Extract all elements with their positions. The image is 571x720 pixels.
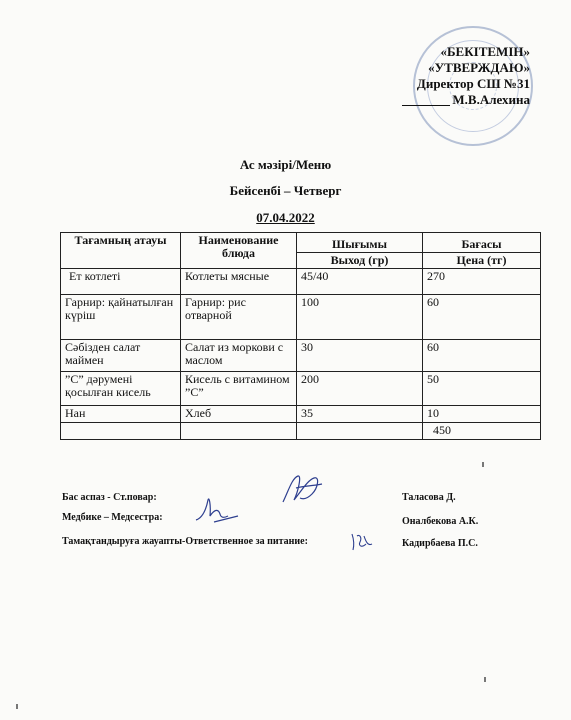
header-price-kz: Бағасы	[423, 233, 541, 253]
dish-output: 35	[297, 406, 423, 423]
scan-mark	[482, 462, 484, 467]
dish-kz: Сәбізден салат маймен	[61, 340, 181, 372]
dish-kz: Нан	[61, 406, 181, 423]
director-title: Директор СШ №31	[416, 76, 530, 91]
header-output-ru: Выход (гр)	[297, 253, 423, 269]
nurse-label: Медбике – Медсестра:	[62, 512, 163, 523]
scan-mark	[16, 704, 18, 709]
dish-price: 60	[423, 295, 541, 340]
total-price: 450	[423, 423, 541, 440]
approval-kz: «БЕКІТЕМІН»	[440, 44, 530, 59]
responsible-name: Кадирбаева П.С.	[402, 538, 478, 549]
total-row	[61, 423, 541, 440]
nurse-name: Оналбекова А.К.	[402, 516, 479, 527]
table-row	[61, 295, 541, 340]
dish-output: 200	[297, 372, 423, 406]
menu-heading: Ас мәзірі/Меню	[239, 157, 332, 172]
total-empty	[297, 423, 423, 440]
dish-price: 270	[423, 269, 541, 295]
director-name: М.В.Алехина	[452, 92, 530, 107]
table-row	[61, 269, 541, 295]
table-row	[61, 406, 541, 423]
header-price-ru: Цена (тг)	[423, 253, 541, 269]
approval-block	[360, 44, 530, 108]
scan-mark	[484, 677, 486, 682]
total-empty	[61, 423, 181, 440]
nurse-signature	[192, 492, 242, 528]
table-row	[61, 340, 541, 372]
header-output-kz: Шығымы	[297, 233, 423, 253]
dish-output: 30	[297, 340, 423, 372]
dish-price: 50	[423, 372, 541, 406]
approval-ru: «УТВЕРЖДАЮ»	[428, 60, 530, 75]
header-name-ru: Наименование блюда	[181, 233, 297, 269]
dish-price: 60	[423, 340, 541, 372]
director-signature-line	[402, 105, 450, 106]
table-row	[61, 372, 541, 406]
dish-kz: Гарнир: қайнатылған күріш	[61, 295, 181, 340]
responsible-label: Тамақтандыруға жауапты-Ответственное за питание:	[62, 536, 308, 547]
dish-kz: Ет котлеті	[61, 269, 181, 295]
menu-date: 07.04.2022	[256, 210, 315, 225]
menu-day: Бейсенбі – Четверг	[229, 183, 342, 198]
dish-ru: Салат из моркови с маслом	[181, 340, 297, 372]
dish-price: 10	[423, 406, 541, 423]
menu-table	[60, 232, 541, 440]
cook-name: Таласова Д.	[402, 492, 456, 503]
cook-label: Бас аспаз - Ст.повар:	[62, 492, 157, 503]
dish-ru: Хлеб	[181, 406, 297, 423]
dish-kz: ”С” дәрумені қосылған кисель	[61, 372, 181, 406]
dish-output: 100	[297, 295, 423, 340]
header-name-kz: Тағамның атауы	[61, 233, 181, 269]
dish-ru: Котлеты мясные	[181, 269, 297, 295]
dish-ru: Кисель с витамином ”С”	[181, 372, 297, 406]
total-empty	[181, 423, 297, 440]
dish-output: 45/40	[297, 269, 423, 295]
dish-ru: Гарнир: рис отварной	[181, 295, 297, 340]
responsible-signature	[348, 528, 378, 554]
cook-signature	[278, 470, 328, 510]
